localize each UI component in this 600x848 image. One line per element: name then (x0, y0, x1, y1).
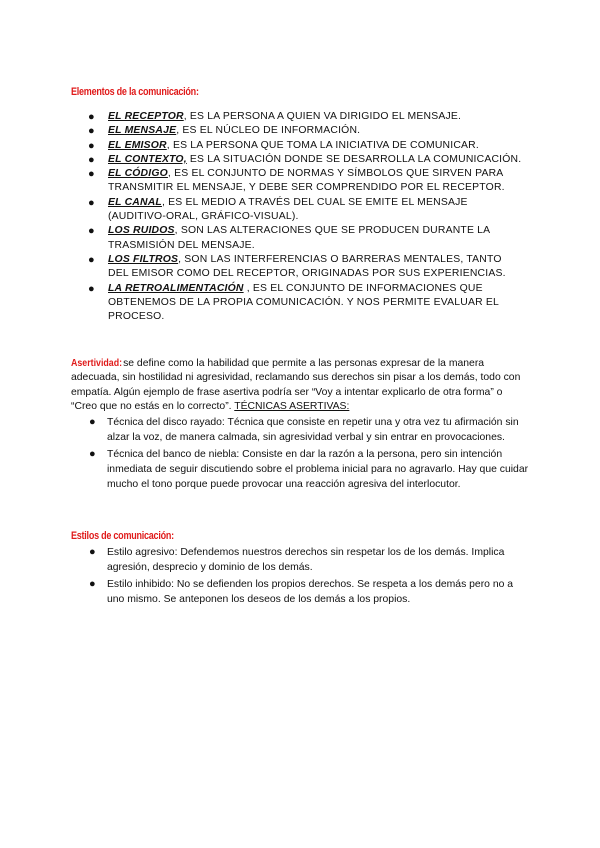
list-item (71, 577, 531, 607)
bullet-icon: ● (88, 111, 95, 123)
bullet-icon: ● (89, 546, 96, 558)
list-item (71, 415, 531, 445)
bullet-icon: ● (88, 196, 95, 209)
definition: , ES EL CONJUNTO DE INFORMACIONES QUE OBTENEMOS DE LA PROPIA COMUNICACIÓN. Y NOS PERMITE EVALUAR EL PROCESO. (108, 282, 499, 323)
estilos-section (71, 545, 531, 609)
list-item (71, 545, 531, 575)
term: LOS RUIDOS (108, 225, 175, 237)
bullet-icon: ● (89, 447, 96, 460)
asertividad-intro: se define como la habilidad que permite a las personas expresar de la manera adecuada, sin hostilidad ni agresividad, reclamando sus derechos sin pisar a los demás, todo con empatía. Algún ejemplo de frase asertiva podría ser “Voy a intentar explicarlo de otra forma” o “Creo que no estás en lo correcto”. (71, 358, 521, 413)
tecnicas-list (71, 415, 531, 492)
item-text: Técnica del disco rayado: Técnica que consiste en repetir una y otra vez tu afirmación sin alzar la voz, de manera calmada, sin agresividad verbal y sin entrar en provocaciones. (107, 416, 519, 443)
list-item (84, 110, 524, 124)
definition: , ES LA PERSONA QUE TOMA LA INICIATIVA DE COMUNICAR. (166, 139, 479, 151)
bullet-icon: ● (89, 578, 96, 590)
list-item (71, 447, 531, 492)
definition: , ES EL CONJUNTO DE NORMAS Y SÍMBOLOS QUE SIRVEN PARA TRANSMITIR EL MENSAJE, Y DEBE SER COMPRENDIDO POR EL RECEPTOR. (108, 168, 505, 194)
bullet-icon: ● (88, 253, 95, 266)
asertividad-section (71, 357, 531, 494)
term: EL CANAL (108, 196, 162, 208)
term: LOS FILTROS (108, 253, 179, 265)
list-item (84, 282, 524, 325)
list-item (84, 224, 524, 253)
list-item (84, 139, 524, 153)
list-item (84, 124, 524, 138)
bullet-icon: ● (88, 153, 95, 166)
heading-elementos: Elementos de la comunicación: (71, 86, 199, 98)
elementos-list (84, 110, 524, 324)
item-text: Estilo inhibido: No se defienden los propios derechos. Se respeta a los demás pero no a uno mismo. Se anteponen los deseos de los demás a los propios. (107, 579, 514, 605)
definition: , ES LA PERSONA A QUIEN VA DIRIGIDO EL MENSAJE. (183, 111, 462, 122)
heading-estilos: Estilos de comunicación: (71, 530, 174, 542)
list-item (84, 196, 524, 225)
list-item (84, 253, 524, 282)
definition: , SON LAS INTERFERENCIAS O BARRERAS MENTALES, TANTO DEL EMISOR COMO DEL RECEPTOR, ORIGINADAS POR SUS EXPERIENCIAS. (108, 253, 506, 280)
bullet-icon: ● (88, 225, 95, 238)
bullet-icon: ● (88, 168, 95, 181)
definition: ES LA SITUACIÓN DONDE SE DESARROLLA LA COMUNICACIÓN. (186, 153, 522, 165)
tecnicas-label: TÉCNICAS ASERTIVAS: (234, 401, 350, 413)
term: EL MENSAJE (108, 125, 177, 137)
bullet-icon: ● (88, 282, 95, 295)
definition: , ES EL MEDIO A TRAVÉS DEL CUAL SE EMITE EL MENSAJE (AUDITIVO-ORAL, GRÁFICO-VISUAL). (108, 196, 468, 223)
term: EL CÓDIGO (108, 168, 168, 180)
list-item (84, 167, 524, 196)
asertividad-label: Asertividad: (71, 358, 123, 369)
bullet-icon: ● (89, 415, 96, 428)
term: EL RECEPTOR (108, 111, 184, 122)
item-text: Técnica del banco de niebla: Consiste en dar la razón a la persona, pero sin intención inmediata de seguir discutiendo sobre el problema inicial para no agravarlo. Hay que cuidar mucho el tono porque puede provocar una reacción agresiva del interlocutor. (107, 448, 529, 490)
bullet-icon: ● (88, 139, 95, 152)
term: EL CONTEXTO, (108, 153, 187, 165)
estilos-list (71, 545, 531, 607)
item-text: Estilo agresivo: Defendemos nuestros derechos sin respetar los de los demás. Implica agresión, desprecio y dominio de los demás. (107, 547, 505, 573)
term: LA RETROALIMENTACIÓN (108, 282, 244, 294)
bullet-icon: ● (88, 125, 95, 138)
asertividad-paragraph (71, 357, 531, 415)
term: EL EMISOR (108, 139, 167, 151)
list-item (84, 153, 524, 167)
definition: , SON LAS ALTERACIONES QUE SE PRODUCEN DURANTE LA TRASMISIÓN DEL MENSAJE. (108, 225, 490, 251)
definition: , ES EL NÚCLEO DE INFORMACIÓN. (176, 125, 361, 137)
